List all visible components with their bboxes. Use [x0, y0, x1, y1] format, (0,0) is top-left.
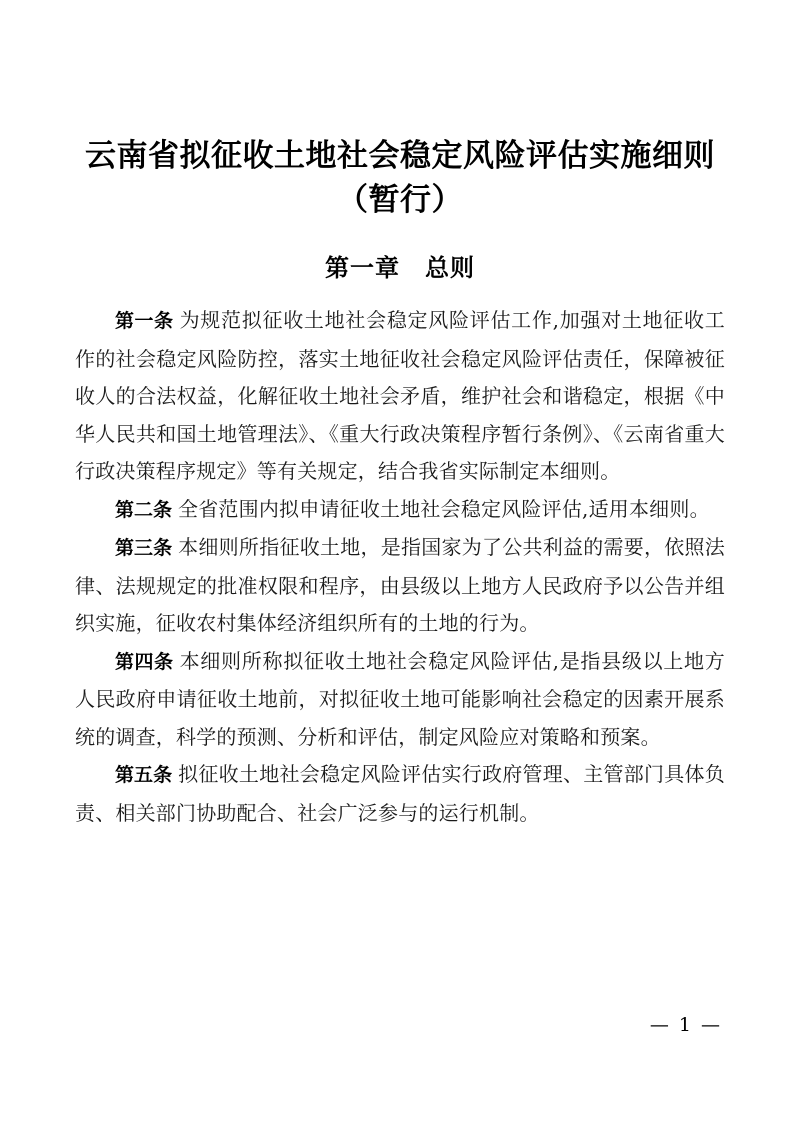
article-text: 全省范围内拟申请征收土地社会稳定风险评估,适用本细则。 [178, 496, 710, 521]
page-title: 云南省拟征收土地社会稳定风险评估实施细则 [85, 138, 715, 174]
article-item [75, 529, 725, 643]
chapter-heading: 第一章 总则 [325, 253, 475, 282]
page-subtitle: （暂行） [337, 182, 463, 218]
article-label: 第三条 [115, 537, 173, 559]
article-item [75, 756, 725, 832]
article-text: 为规范拟征收土地社会稳定风险评估工作,加强对土地征收工作的社会稳定风险防控，落实土地征收社会稳定风险评估责任，保障被征收人的合法权益，化解征收土地社会矛盾，维护社会和谐稳定，根据《中华人民共和国土地管理法》、《重大行政决策程序暂行条例》、《云南省重大行政决策程序规定》等有关规定，结合我省实际制定本细则。 [75, 308, 725, 483]
article-label: 第五条 [115, 764, 173, 786]
article-text: 本细则所称拟征收土地社会稳定风险评估,是指县级以上地方人民政府申请征收土地前，对拟征收土地可能影响社会稳定的因素开展系统的调查，科学的预测、分析和评估，制定风险应对策略和预案。 [75, 648, 725, 749]
article-item [75, 491, 725, 530]
document-body [0, 288, 800, 832]
article-label: 第一条 [115, 310, 174, 332]
article-item [75, 643, 725, 757]
article-item [75, 302, 725, 491]
article-text: 拟征收土地社会稳定风险评估实行政府管理、主管部门具体负责、相关部门协助配合、社会广泛参与的运行机制。 [75, 762, 725, 825]
article-text: 本细则所指征收土地，是指国家为了公共利益的需要，依照法律、法规规定的批准权限和程序，由县级以上地方人民政府予以公告并组织实施，征收农村集体经济组织所有的土地的行为。 [75, 535, 725, 635]
article-label: 第四条 [115, 650, 174, 673]
article-label: 第二条 [115, 498, 173, 521]
page-number: — 1 — [649, 1014, 722, 1036]
